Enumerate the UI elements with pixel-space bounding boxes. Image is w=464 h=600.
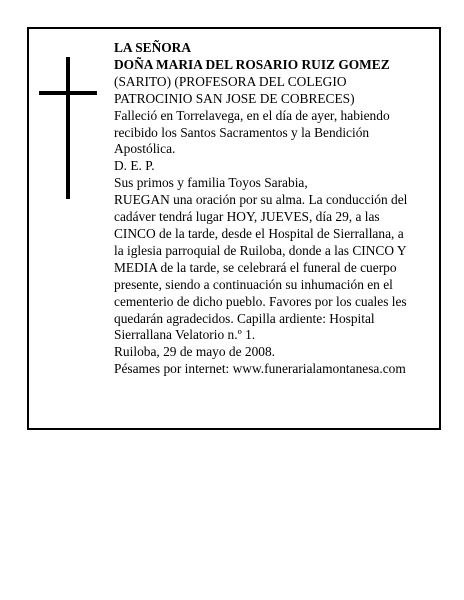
condolences-link[interactable]: Pésames por internet: www.funerarialamontanesa.com <box>114 361 406 377</box>
cross-vertical-bar <box>66 57 70 199</box>
obituary-text <box>114 40 434 378</box>
funeral-details-line-9: Sierrallana Velatorio n.º 1. <box>114 327 256 343</box>
obituary-title: LA SEÑORA <box>114 40 192 55</box>
place-and-date: Ruiloba, 29 de mayo de 2008. <box>114 344 276 360</box>
deceased-alias-line-1: (SARITO) (PROFESORA DEL COLEGIO <box>114 73 347 89</box>
funeral-details-line-8: quedarán agradecidos. Capilla ardiente: Hospital <box>114 310 375 326</box>
funeral-details-line-1: RUEGAN una oración por su alma. La conducción del <box>114 192 408 208</box>
deceased-name: DOÑA MARIA DEL ROSARIO RUIZ GOMEZ <box>114 56 390 72</box>
funeral-details-line-2: cadáver tendrá lugar HOY, JUEVES, día 29, a las <box>114 209 380 225</box>
deceased-alias-line-2: PATROCINIO SAN JOSE DE COBRECES) <box>114 90 355 106</box>
cross-horizontal-bar <box>39 91 97 95</box>
death-statement-line-3: Apostólica. <box>114 141 176 157</box>
cross-icon <box>39 57 97 199</box>
family-text: Sus primos y familia Toyos Sarabia, <box>114 175 308 191</box>
death-statement-line-2: recibido los Santos Sacramentos y la Bendición <box>114 124 370 140</box>
funeral-details-line-6: presente, siendo a continuación su inhumación en el <box>114 276 393 292</box>
death-statement-line-1: Falleció en Torrelavega, en el día de ayer, habiendo <box>114 107 390 123</box>
funeral-details-line-7: cementerio de dicho pueblo. Favores por los cuales les <box>114 293 407 309</box>
funeral-details-line-4: la iglesia parroquial de Ruiloba, donde a las CINCO Y <box>114 242 407 258</box>
funeral-details-line-3: CINCO de la tarde, desde el Hospital de Sierrallana, a <box>114 225 404 241</box>
funeral-details-line-5: MEDIA de la tarde, se celebrará el funeral de cuerpo <box>114 259 397 275</box>
obituary-notice <box>27 27 441 430</box>
rip-text: D. E. P. <box>114 158 155 174</box>
